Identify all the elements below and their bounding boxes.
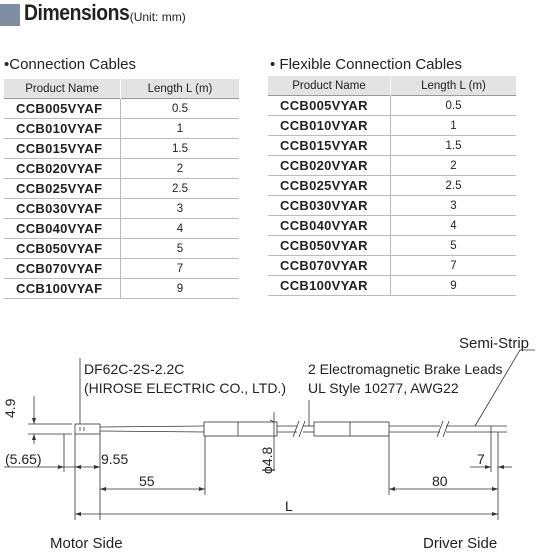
ul-style-label: UL Style 10277, AWG22 — [308, 380, 459, 396]
column-header-product: Product Name — [268, 76, 391, 96]
table-row — [268, 276, 516, 296]
flexible-cables-table — [268, 76, 516, 296]
table-row — [4, 259, 239, 279]
table-row — [268, 116, 516, 136]
product-name-cell: CCB040VYAF — [4, 219, 121, 239]
length-cell: 9 — [450, 279, 457, 292]
dim-9-55: 9.55 — [101, 451, 129, 467]
product-name-cell: CCB010VYAF — [4, 119, 121, 139]
length-cell: 4 — [176, 222, 184, 235]
dim-80: 80 — [432, 473, 448, 489]
table-row — [268, 236, 516, 256]
product-name-cell: CCB070VYAF — [4, 259, 121, 279]
column-header-product: Product Name — [4, 79, 121, 99]
section-header — [0, 0, 186, 26]
dim-length-L: L — [285, 498, 293, 514]
column-header-length: Length L (m) — [121, 79, 240, 99]
table-row — [4, 179, 239, 199]
dim-height-4-9: 4.9 — [2, 398, 18, 418]
product-name-cell: CCB015VYAR — [268, 136, 391, 156]
unit-note: (Unit: mm) — [129, 10, 186, 24]
table-row — [4, 239, 239, 259]
length-cell: 2 — [450, 159, 457, 172]
table-row — [268, 96, 516, 116]
table-row — [4, 199, 239, 219]
length-cell: 2.5 — [445, 179, 462, 192]
product-name-cell: CCB100VYAR — [268, 276, 391, 296]
product-name-cell: CCB030VYAR — [268, 196, 391, 216]
product-name-cell: CCB030VYAF — [4, 199, 121, 219]
product-name-cell: CCB005VYAR — [268, 96, 391, 116]
length-cell: 7 — [176, 262, 184, 275]
length-cell: 2 — [176, 162, 184, 175]
header-accent-bar — [0, 4, 20, 26]
table-row — [268, 136, 516, 156]
table-row — [268, 156, 516, 176]
driver-side-label: Driver Side — [423, 535, 498, 552]
dim-5-65: (5.65) — [5, 451, 42, 467]
table-row — [4, 279, 239, 299]
product-name-cell: CCB100VYAF — [4, 279, 121, 299]
table-row — [268, 256, 516, 276]
length-cell: 1 — [176, 122, 184, 135]
length-cell: 1.5 — [445, 139, 462, 152]
product-name-cell: CCB040VYAR — [268, 216, 391, 236]
table-row — [4, 219, 239, 239]
table-row — [268, 176, 516, 196]
product-name-cell: CCB025VYAF — [4, 179, 121, 199]
product-name-cell: CCB010VYAR — [268, 116, 391, 136]
brake-leads-label: 2 Electromagnetic Brake Leads — [308, 361, 503, 377]
product-name-cell: CCB050VYAR — [268, 236, 391, 256]
table-row — [4, 139, 239, 159]
length-cell: 3 — [176, 202, 184, 215]
connector-maker-label: (HIROSE ELECTRIC CO., LTD.) — [84, 380, 286, 396]
length-cell: 1.5 — [172, 142, 188, 155]
dim-55: 55 — [139, 473, 155, 489]
dim-diameter-4-8: ϕ4.8 — [259, 446, 275, 474]
product-name-cell: CCB015VYAF — [4, 139, 121, 159]
connection-cables-table — [4, 79, 239, 299]
column-header-length: Length L (m) — [391, 76, 517, 96]
product-name-cell: CCB020VYAF — [4, 159, 121, 179]
table-row — [268, 196, 516, 216]
product-name-cell: CCB005VYAF — [4, 99, 121, 119]
product-name-cell: CCB020VYAR — [268, 156, 391, 176]
table-row — [4, 99, 239, 119]
length-cell: 7 — [450, 259, 457, 272]
flexible-cables-title: • Flexible Connection Cables — [270, 56, 463, 73]
length-cell: 5 — [450, 239, 457, 252]
length-cell: 0.5 — [445, 99, 462, 112]
table-row — [268, 216, 516, 236]
dim-7: 7 — [477, 451, 485, 467]
length-cell: 1 — [450, 119, 457, 132]
length-cell: 2.5 — [172, 182, 188, 195]
motor-side-label: Motor Side — [50, 535, 123, 552]
length-cell: 3 — [450, 199, 457, 212]
product-name-cell: CCB025VYAR — [268, 176, 391, 196]
connector-model-label: DF62C-2S-2.2C — [84, 361, 185, 377]
length-cell: 5 — [176, 242, 184, 255]
product-name-cell: CCB050VYAF — [4, 239, 121, 259]
semi-strip-label: Semi-Strip — [459, 335, 530, 352]
length-cell: 9 — [176, 282, 184, 295]
page-title: Dimensions — [24, 0, 130, 25]
table-row — [4, 119, 239, 139]
length-cell: 4 — [450, 219, 457, 232]
table-row — [4, 159, 239, 179]
length-cell: 0.5 — [172, 102, 188, 115]
cable-dimension-drawing — [0, 300, 538, 554]
connection-cables-title: •Connection Cables — [4, 56, 136, 73]
product-name-cell: CCB070VYAR — [268, 256, 391, 276]
